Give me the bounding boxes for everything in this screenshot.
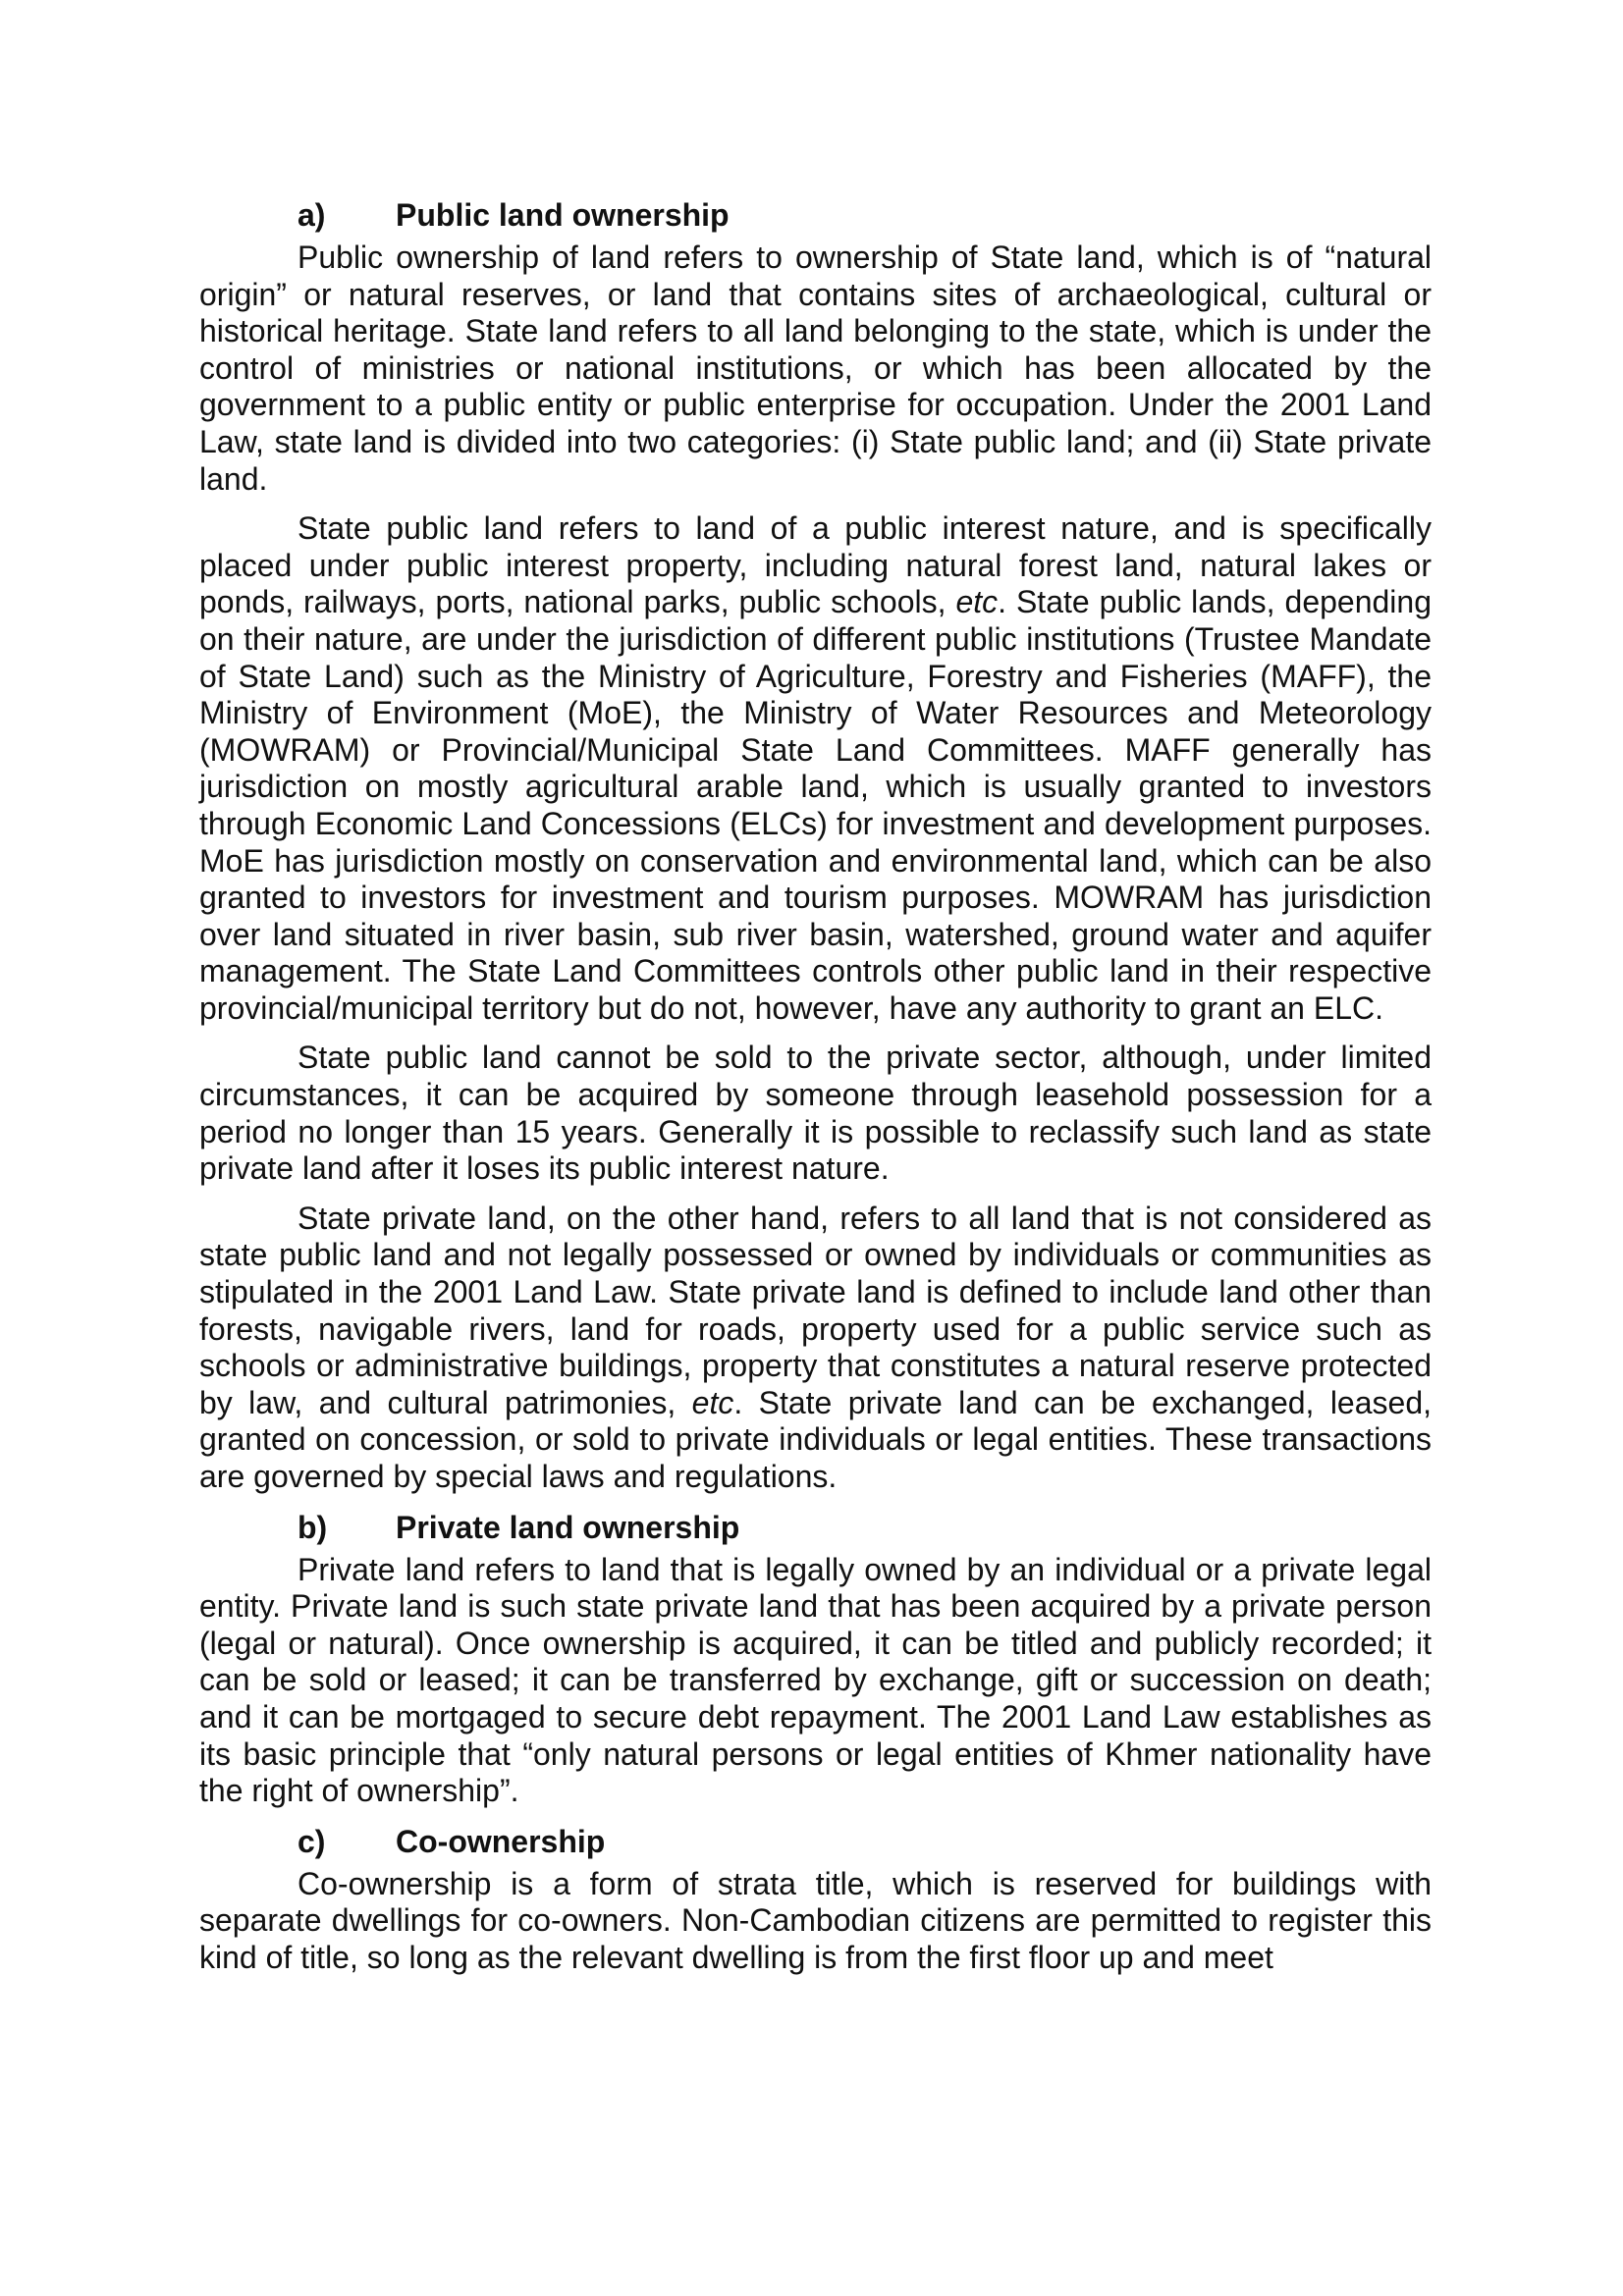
paragraph-italic-text: etc (691, 1384, 734, 1420)
paragraph: Private land refers to land that is legally owned by an individual or a private legal entity. Private land is such state private land that has been acquired by a private person (legal or natural). Once ownership is acquired, it can be titled and publicly recorded; it can be sold or leased; it can be transferred by exchange, gift or succession on death; and it can be mortgaged to secure debt repayment. The 2001 Land Law establishes as its basic principle that “only natural persons or legal entities of Khmer nationality have the right of ownership”. (199, 1551, 1432, 1809)
section-marker: c) (298, 1823, 326, 1859)
paragraph-italic-text: etc (955, 584, 999, 620)
paragraph: State public land cannot be sold to the private sector, although, under limited circumstances, it can be acquired by someone through leasehold possession for a period no longer than 15 years. Generally it is possible to reclassify such land as state private land after it loses its public interest nature. (199, 1040, 1432, 1187)
section-heading-private-land (199, 1509, 1432, 1546)
section-marker: a) (298, 197, 326, 233)
paragraph: Co-ownership is a form of strata title, which is reserved for buildings with separate dwellings for co-owners. Non-Cambodian citizens are permitted to register this kind of title, so long as the relevant dwelling is from the first floor up and meet (199, 1865, 1432, 1975)
section-title: Co-ownership (396, 1823, 606, 1859)
paragraph-text: . State public lands, depending on their nature, are under the jurisdiction of different public institutions (Trustee Mandate of State Land) such as the Ministry of Agriculture, Forestry and Fisheries (MAFF), the Ministry of Environment (MoE), the Ministry of Water Resources and Meteorology (MOWRAM) or Provincial/Municipal State Land Committees. MAFF generally has jurisdiction on mostly agricultural arable land, which is usually granted to investors through Economic Land Concessions (ELCs) for investment and development purposes. MoE has jurisdiction mostly on conservation and environmental land, which can be also granted to investors for investment and tourism purposes. MOWRAM has jurisdiction over land situated in river basin, sub river basin, watershed, ground water and aquifer management. The State Land Committees controls other public land in their respective provincial/municipal territory but do not, however, have any authority to grant an ELC. (199, 584, 1433, 1026)
document-body (199, 196, 1432, 1990)
section-marker: b) (298, 1509, 328, 1545)
paragraph (199, 1201, 1432, 1496)
section-title: Public land ownership (396, 197, 730, 233)
paragraph-text: State public land refers to land of a public interest nature, and is specifically placed under public interest property, including natural forest land, natural lakes or ponds, railways, ports, national parks, public schools, (199, 510, 1432, 620)
paragraph: Public ownership of land refers to ownership of State land, which is of “natural origin” or natural reserves, or land that contains sites of archaeological, cultural or historical heritage. State land refers to all land belonging to the state, which is under the control of ministries or national institutions, or which has been allocated by the government to a public entity or public enterprise for occupation. Under the 2001 Land Law, state land is divided into two categories: (i) State public land; and (ii) State private land. (199, 240, 1432, 497)
section-heading-co-ownership (199, 1823, 1432, 1860)
paragraph (199, 510, 1432, 1027)
paragraph-text: . State private land can be exchanged, leased, granted on concession, or sold to private individuals or legal entities. These transactions are governed by special laws and regulations. (199, 1384, 1433, 1494)
section-heading-public-land (199, 196, 1432, 234)
paragraph-text: State private land, on the other hand, refers to all land that is not considered as state public land and not legally possessed or owned by individuals or communities as stipulated in the 2001 Land Law. State private land is defined to include land other than forests, navigable rivers, land for roads, property used for a public service such as schools or administrative buildings, property that constitutes a natural reserve protected by law, and cultural patrimonies, (199, 1200, 1432, 1420)
section-title: Private land ownership (396, 1509, 740, 1545)
